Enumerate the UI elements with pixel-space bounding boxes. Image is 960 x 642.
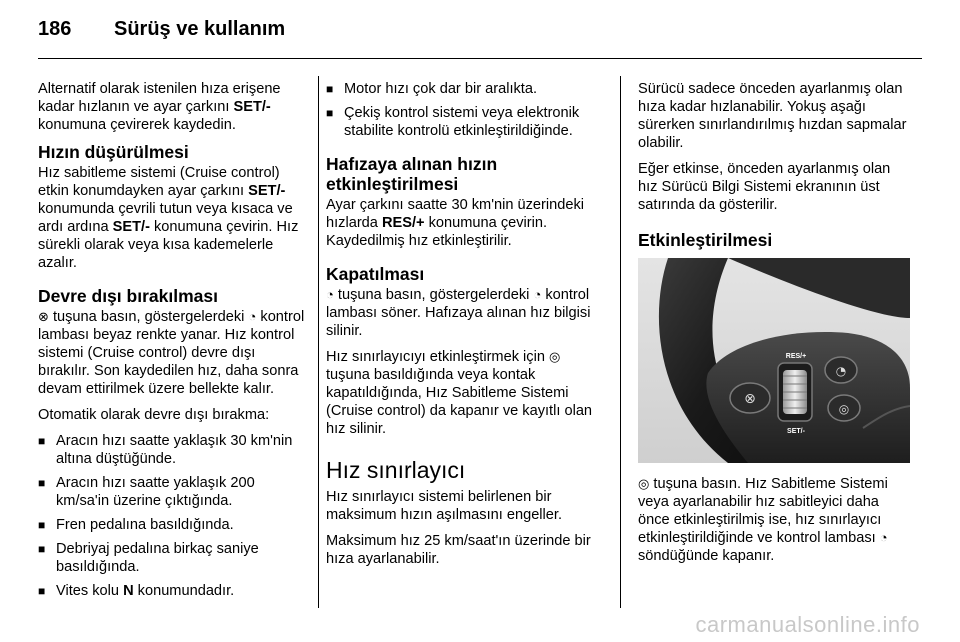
svg-text:⊗: ⊗ [744, 391, 756, 407]
header-rule [38, 58, 922, 59]
list-item: ■ Çekiş kontrol sistemi veya elektronik stabilite kontrolü etkinleştirildiğinde. [326, 104, 608, 140]
wheel-set-label: SET/- [787, 428, 805, 435]
list-item: ■ Aracın hızı saatte yaklaşık 200 km/sa'in üzerine çıktığında. [38, 474, 308, 510]
auto-deactivate-label: Otomatik olarak devre dışı bırakma: [38, 407, 270, 423]
speed-limiter-icon: ◎ [638, 476, 650, 491]
heading-switch-off: Kapatılması [326, 264, 425, 284]
deactivate-paragraph: ⊗ tuşuna basın, göstergelerdeki ◔ kontrol lambası beyaz renkte yanar. Hız kontrol sistemi (Cruise control) devre dışı bırakılır. Son kaydedilen hız, daha sonra devam ettirilmek üzere bellekte kalır. [38, 309, 305, 397]
limiter-paragraph-3: Sürücü sadece önceden ayarlanmış olan hıza kadar hızlanabilir. Yokuş aşağı sürerken sınırlandırılmış hızdan sapmalar olabilir. [638, 81, 907, 151]
column-2 [326, 80, 608, 576]
heading-activate: Etkinleştirilmesi [638, 230, 773, 250]
switch-off-paragraph: ◔ tuşuna basın, göstergelerdeki ◔ kontrol lambası söner. Hafızaya alınan hız bilgisi silinir. [326, 287, 591, 339]
reduce-paragraph: Hız sabitleme sistemi (Cruise control) etkin konumdayken ayar çarkını SET/- konumunda çevrili tutun veya kısaca ve ardı ardına SET/- konumuna çevirin. Hız sürekli olarak veya kısa kademelerle azalır. [38, 165, 299, 271]
list-item: ■ Vites kolu N konumundadır. [38, 582, 308, 600]
auto-deactivate-list-cont [326, 80, 608, 140]
intro-paragraph: Alternatif olarak istenilen hıza erişene kadar hızlanın ve ayar çarkını SET/- konumuna çevirerek kaydedin. [38, 81, 281, 133]
svg-text:◎: ◎ [838, 402, 850, 416]
limiter-note-paragraph: Hız sınırlayıcıyı etkinleştirmek için ◎ tuşuna basıldığında veya kontak kapatıldığında, Hız Sabitleme Sistemi (Cruise control) da kapanır ve kayıtlı olan hız silinir. [326, 349, 593, 437]
steering-wheel-illustration [638, 258, 910, 463]
recall-paragraph: Ayar çarkını saatte 30 km'nin üzerindeki hızlarda RES/+ konumuna çevirin. Kaydedilmiş hız etkinleştirilir. [326, 197, 585, 249]
list-item: ■ Aracın hızı saatte yaklaşık 30 km'nin altına düştüğünde. [38, 432, 308, 468]
section-title: Sürüş ve kullanım [114, 18, 286, 40]
limiter-paragraph-1: Hız sınırlayıcı sistemi belirlenen bir maksimum hızın aşılmasını engeller. [326, 489, 563, 523]
cruise-control-lamp-icon: ◔ [533, 287, 542, 302]
cruise-control-lamp-icon: ◔ [248, 309, 257, 324]
column-divider-2 [620, 76, 621, 608]
heading-speed-limiter: Hız sınırlayıcı [326, 457, 466, 483]
limiter-paragraph-2: Maksimum hız 25 km/saat'ın üzerinde bir hıza ayarlanabilir. [326, 533, 591, 567]
list-item: ■ Debriyaj pedalına birkaç saniye basıldığında. [38, 540, 308, 576]
cruise-cancel-icon: ⊗ [38, 309, 49, 324]
column-1 [38, 80, 308, 608]
activate-paragraph: ◎ tuşuna basın. Hız Sabitleme Sistemi veya ayarlanabilir hız sabitleyici daha önce etkinleştirilmiş ise, hız sınırlayıcı etkinleştirildiğinde ve kontrol lambası ◔ söndüğünde kapanır. [638, 476, 888, 564]
speed-limiter-icon: ◎ [549, 349, 561, 364]
list-item: ■ Fren pedalına basıldığında. [38, 516, 308, 534]
limiter-paragraph-4: Eğer etkinse, önceden ayarlanmış olan hız Sürücü Bilgi Sistemi ekranının üst satırında da gösterilir. [638, 161, 891, 213]
column-divider-1 [318, 76, 319, 608]
auto-deactivate-list [38, 432, 308, 600]
heading-deactivate: Devre dışı bırakılması [38, 286, 218, 306]
steering-wheel-controls-image [638, 258, 910, 463]
column-3 [638, 80, 908, 573]
wheel-res-label: RES/+ [785, 353, 807, 360]
cruise-control-lamp-icon: ◔ [879, 530, 888, 545]
heading-reduce-speed: Hızın düşürülmesi [38, 142, 189, 162]
watermark-text: carmanualsonline.info [695, 612, 920, 637]
page-header [38, 18, 285, 48]
svg-text:◔: ◔ [835, 364, 847, 378]
page-number: 186 [38, 18, 72, 40]
heading-recall-speed: Hafızaya alınan hızın etkinleştirilmesi [326, 154, 498, 194]
list-item: ■ Motor hızı çok dar bir aralıkta. [326, 80, 608, 98]
cruise-control-lamp-icon: ◔ [326, 287, 334, 302]
